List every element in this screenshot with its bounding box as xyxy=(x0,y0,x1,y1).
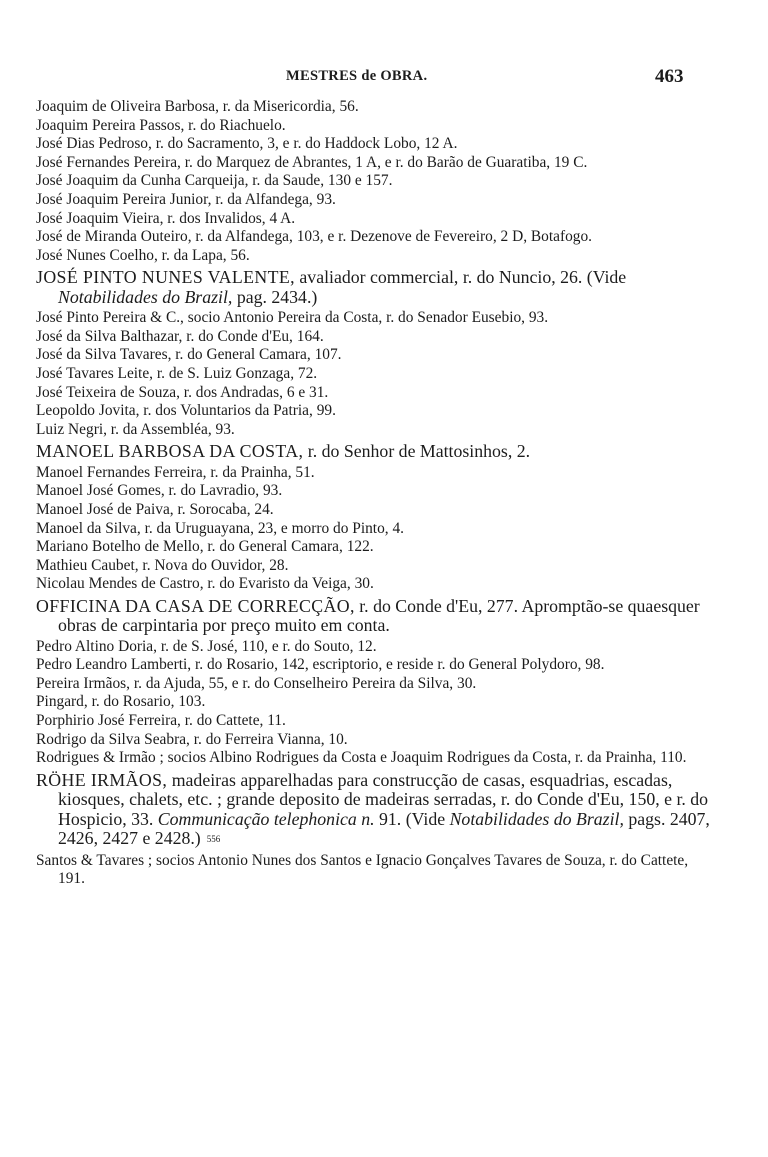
featured-text-2: 91. (Vide xyxy=(374,808,450,829)
printer-mark: 556 xyxy=(206,834,221,845)
listing-entry: Nicolau Mendes de Castro, r. do Evaristo da Veiga, 30. xyxy=(36,575,374,593)
listing-entry: José Joaquim da Cunha Carqueija, r. da Saude, 130 e 157. xyxy=(36,172,393,190)
featured-reference-page: pags. 2407, 2426, 2427 e 2428.) xyxy=(58,808,710,849)
listing-entry: José da Silva Balthazar, r. do Conde d'Eu, 164. xyxy=(36,327,324,345)
listing-entry: José Fernandes Pereira, r. do Marquez de Abrantes, 1 A, e r. do Barão de Guaratiba, 19 C. xyxy=(36,153,588,171)
listing-entry: José Joaquim Pereira Junior, r. da Alfandega, 93. xyxy=(36,190,336,208)
listing-entry: Pereira Irmãos, r. da Ajuda, 55, e r. do Conselheiro Pereira da Silva, 30. xyxy=(36,674,477,692)
listing-entry: Pingard, r. do Rosario, 103. xyxy=(36,693,206,711)
section-title: MESTRES de OBRA. xyxy=(286,68,428,84)
listing-entry: Manoel José Gomes, r. do Lavradio, 93. xyxy=(36,482,283,500)
featured-entry-manoel-barbosa xyxy=(36,442,716,461)
listing-entry: Manoel José de Paiva, r. Sorocaba, 24. xyxy=(36,500,274,518)
listing-entry: Leopoldo Jovita, r. dos Voluntarios da Patria, 99. xyxy=(36,402,336,420)
featured-text: r. do Senhor de Mattosinhos, 2. xyxy=(303,441,531,462)
page-number: 463 xyxy=(655,66,684,87)
featured-entry-jose-pinto xyxy=(36,268,716,307)
featured-name: JOSÉ PINTO NUNES VALENTE, xyxy=(36,267,295,288)
featured-text: r. do Conde d'Eu, 277. Apromptão-se quaesquer obras de carpintaria por preço muito em conta. xyxy=(58,595,700,636)
listing-entry: Joaquim Pereira Passos, r. do Riachuelo. xyxy=(36,116,286,134)
featured-phone-label: Communicação telephonica n. xyxy=(157,808,375,829)
listing-entry: Pedro Altino Doria, r. de S. José, 110, e r. do Souto, 12. xyxy=(36,637,377,655)
listing-entry: José da Silva Tavares, r. do General Camara, 107. xyxy=(36,346,342,364)
listing-entry: Porphirio José Ferreira, r. do Cattete, 11. xyxy=(36,712,286,730)
listing-entry: José Joaquim Vieira, r. dos Invalidos, 4 A. xyxy=(36,209,296,227)
listing-entry: José de Miranda Outeiro, r. da Alfandega, 103, e r. Dezenove de Fevereiro, 2 D, Botafogo. xyxy=(36,228,593,246)
featured-reference: Notabilidades do Brazil, xyxy=(58,286,233,307)
featured-reference-page: pag. 2434.) xyxy=(232,286,318,307)
featured-name: MANOEL BARBOSA DA COSTA, xyxy=(36,441,304,462)
listing-entry: Manoel da Silva, r. da Uruguayana, 23, e morro do Pinto, 4. xyxy=(36,519,405,537)
featured-text: avaliador commercial, r. do Nuncio, 26. (Vide xyxy=(294,267,627,288)
listing-entry: José Nunes Coelho, r. da Lapa, 56. xyxy=(36,246,250,264)
featured-entry-rohe xyxy=(36,771,716,850)
listing-entry: Pedro Leandro Lamberti, r. do Rosario, 142, escriptorio, e reside r. do General Polydoro, 98. xyxy=(36,656,605,674)
listing-entry: Mariano Botelho de Mello, r. do General Camara, 122. xyxy=(36,538,374,556)
listing-entry: José Pinto Pereira & C., socio Antonio Pereira da Costa, r. do Senador Eusebio, 93. xyxy=(36,309,549,327)
listing-entry: Luiz Negri, r. da Assembléa, 93. xyxy=(36,420,235,438)
featured-text: madeiras apparelhadas para construcção de casas, esquadrias, escadas, kiosques, chalets, etc. ; grande deposito de madeiras serradas, r. do Conde d'Eu, 150, e r. do Hospicio, 33. xyxy=(58,769,709,829)
listing-entry: Mathieu Caubet, r. Nova do Ouvidor, 28. xyxy=(36,556,289,574)
listing-entry: Manoel Fernandes Ferreira, r. da Prainha, 51. xyxy=(36,463,315,481)
directory-listing xyxy=(36,98,716,889)
listing-entry: Rodrigues & Irmão ; socios Albino Rodrigues da Costa e Joaquim Rodrigues da Costa, r. da Prainha, 110. xyxy=(36,749,687,767)
featured-name: RÖHE IRMÃOS, xyxy=(36,769,168,790)
listing-entry: José Dias Pedroso, r. do Sacramento, 3, e r. do Haddock Lobo, 12 A. xyxy=(36,135,458,153)
listing-entry: José Tavares Leite, r. de S. Luiz Gonzaga, 72. xyxy=(36,364,318,382)
listing-entry: Rodrigo da Silva Seabra, r. do Ferreira Vianna, 10. xyxy=(36,730,348,748)
featured-entry-officina xyxy=(36,597,716,636)
listing-entry: José Teixeira de Souza, r. dos Andradas, 6 e 31. xyxy=(36,383,329,401)
featured-name: OFFICINA DA CASA DE CORRECÇÃO, xyxy=(36,595,355,616)
featured-reference: Notabilidades do Brazil, xyxy=(449,808,624,829)
page-header xyxy=(0,68,768,94)
listing-entry: Santos & Tavares ; socios Antonio Nunes dos Santos e Ignacio Gonçalves Tavares de Souza, r. do Cattete, 191. xyxy=(36,851,689,888)
listing-entry: Joaquim de Oliveira Barbosa, r. da Misericordia, 56. xyxy=(36,98,359,115)
